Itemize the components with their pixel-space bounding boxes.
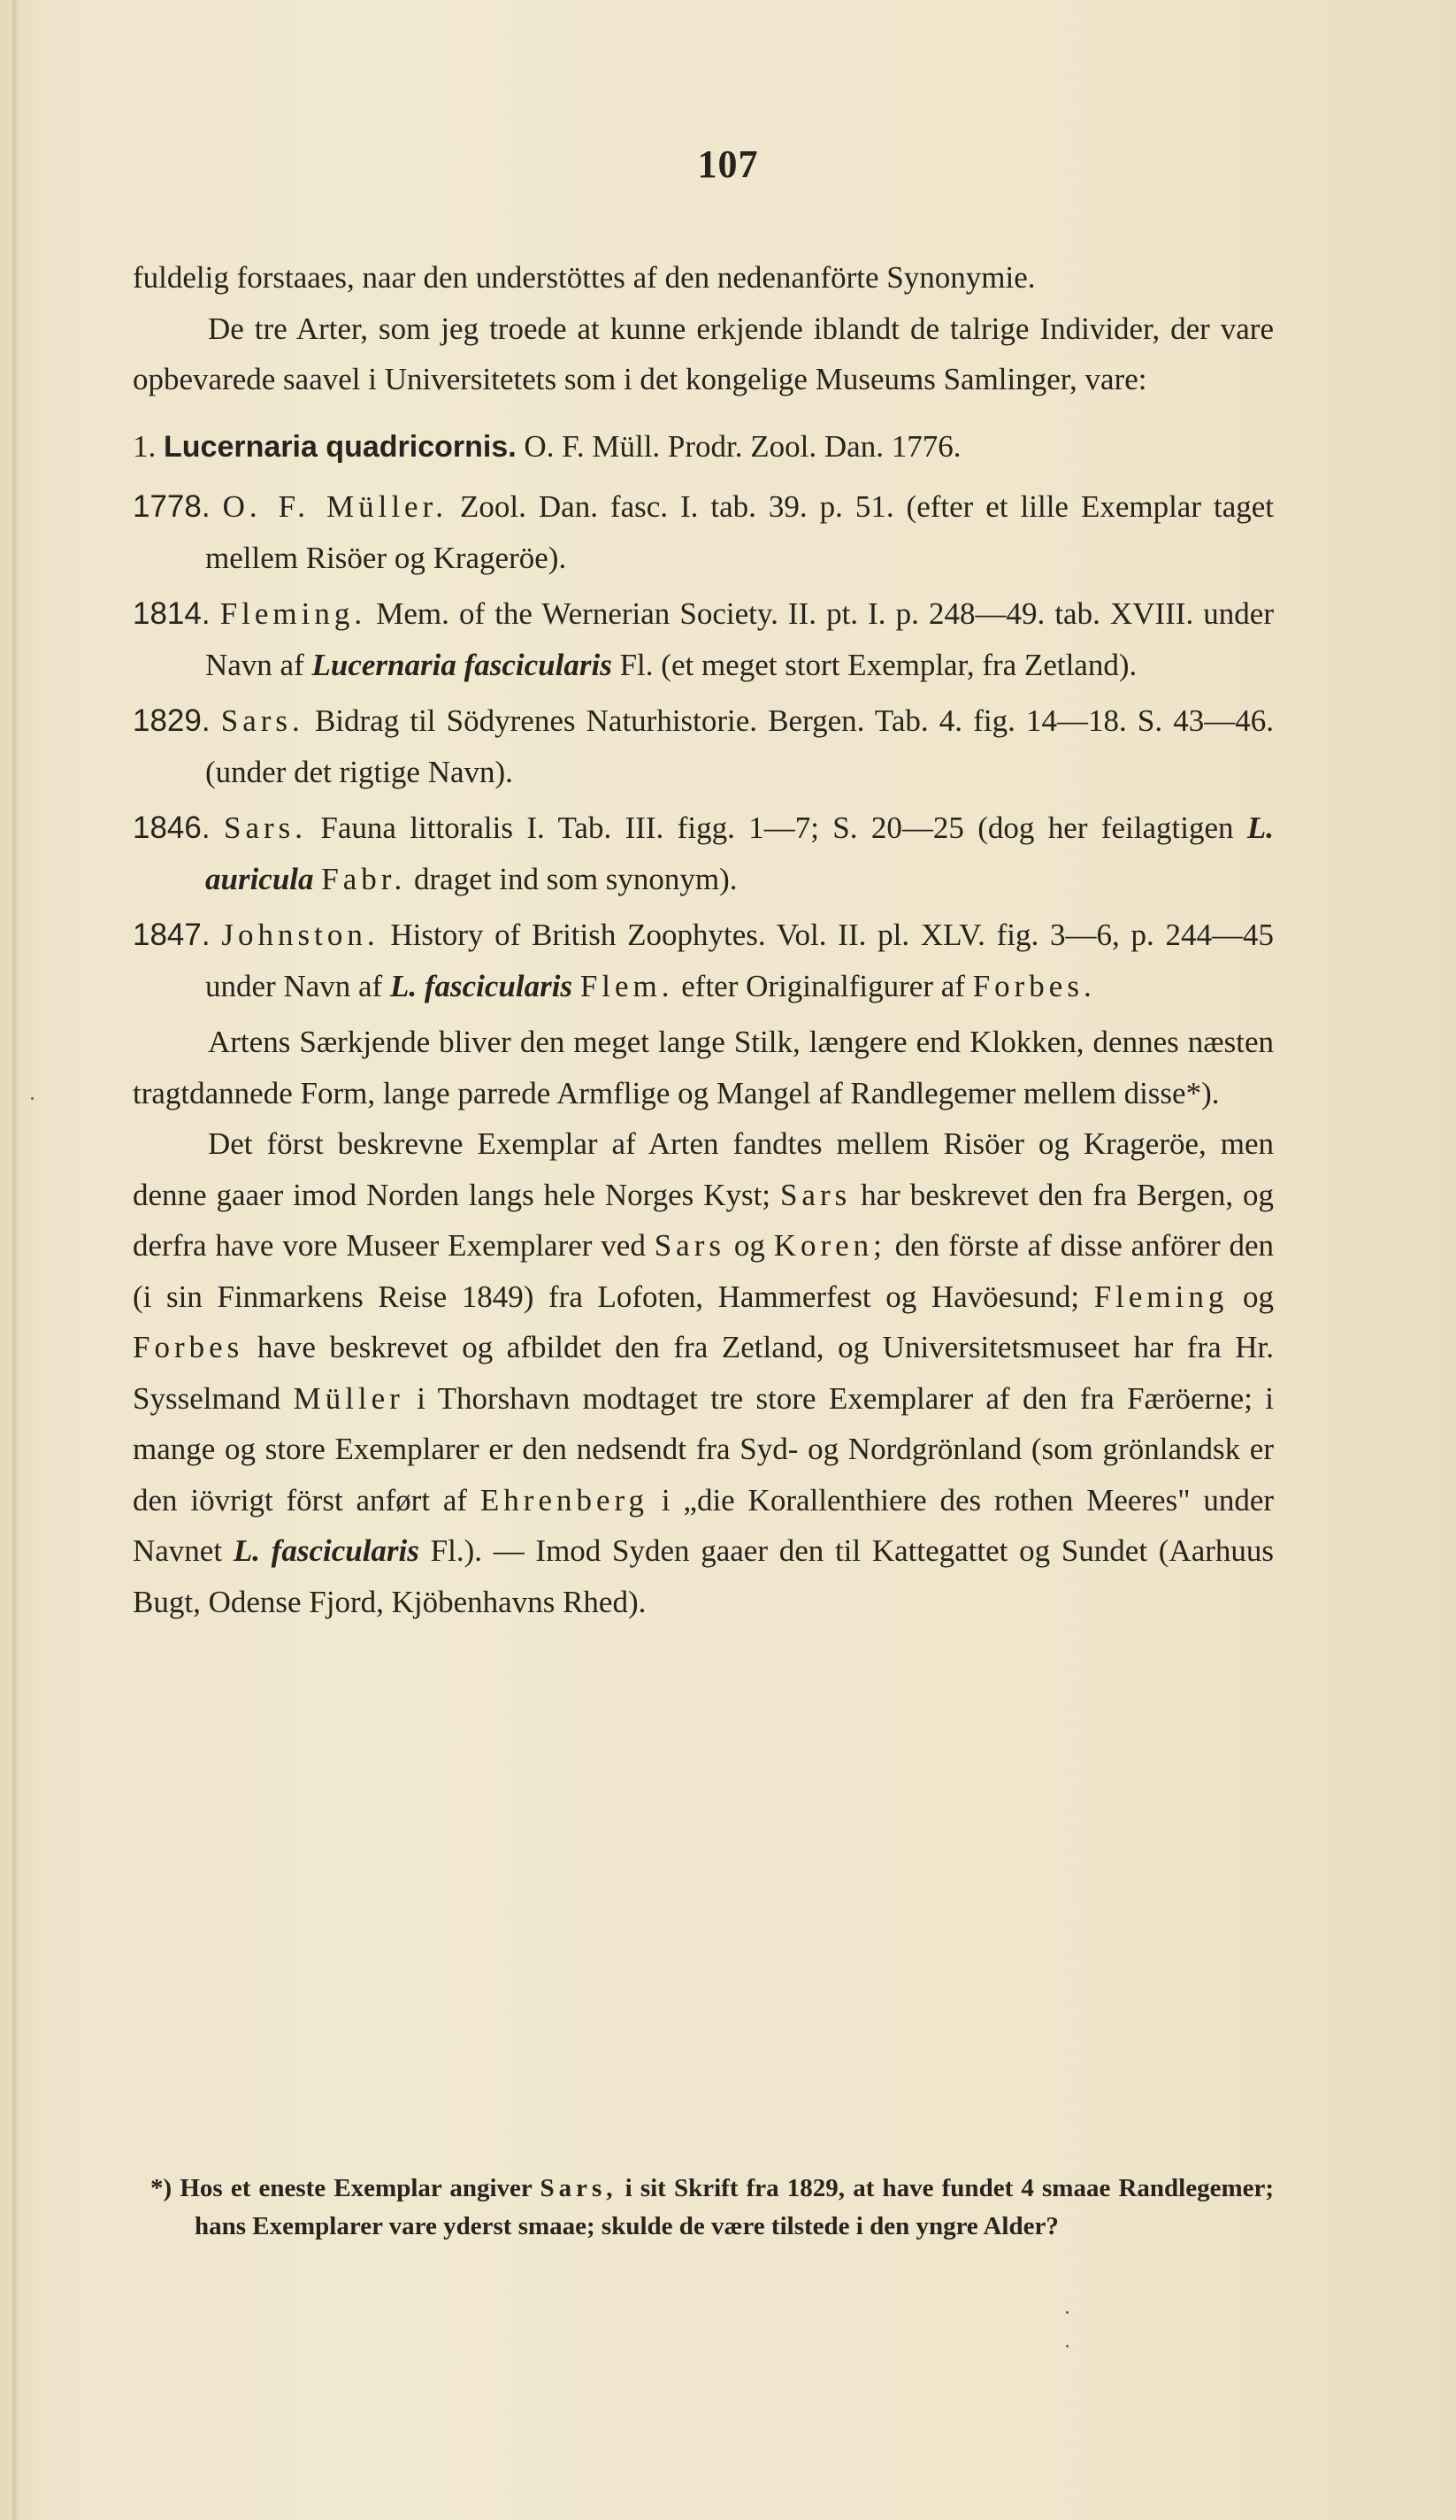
synonymy-entry [133,588,1274,690]
continuation-paragraph: fuldelig forstaaes, naar den understöttes af den nedenanförte Synonymie. [133,260,1036,295]
ref-text: Zool. Dan. fasc. I. tab. 39. p. 51. (efter et lille Exemplar taget mellem Risöer og Krageröe). [205,489,1274,575]
synonymy-entry [133,910,1274,1011]
dist-text: og [733,1228,765,1263]
ref-author: O. F. Müller. [222,489,448,524]
dist-text: i Thorshavn modtaget tre store Exemplarer af den fra Færöerne; i mange og store Exemplarer er den nedsendt fra Syd- og Nordgrönland (som grönlandsk er den iövrigt först anført af [133,1380,1274,1517]
ref-year: 1814. [133,596,211,631]
footnote-author: Sars, [540,2174,617,2202]
page-spine-shadow [12,0,19,2520]
footnote-text-after: i sit Skrift fra 1829, at have fundet 4 smaae Randlegemer; hans Exemplarer vare yderst smaae; skulde de være tilstede i den yngre Alder? [195,2174,1275,2240]
distribution-paragraph [133,1118,1274,1627]
species-number: 1. [133,428,157,464]
synonymy-entry [133,695,1274,797]
dist-text: have beskrevet og afbildet den fra Zetland, og Universitetsmuseet har fra Hr. Sysselmand [133,1330,1274,1416]
species-name: Lucernaria quadricornis. [164,429,517,464]
page-number: 107 [697,142,759,186]
paper-speck [1066,2345,1069,2347]
dist-text: har beskrevet den fra Bergen, og derfra have vore Museer Exemplarer ved [133,1177,1274,1263]
author-name: Ehrenberg [479,1482,649,1517]
species-authority: O. F. Müll. Prodr. Zool. Dan. 1776. [524,428,962,464]
ref-author-tertiary: Forbes. [972,968,1096,1003]
ref-author-secondary: Fabr. [321,861,407,896]
paper-speck [1066,2311,1069,2314]
ref-text: Mem. of the Wernerian Society. II. pt. I. p. 248—49. tab. XVIII. under Navn af [205,596,1274,682]
dist-text: Det först beskrevne Exemplar af Arten fandtes mellem Risöer og Krageröe, men denne gaaer imod Norden langs hele Norges Kyst; [133,1126,1274,1212]
author-name: Müller [293,1380,404,1416]
ref-author: Fleming. [219,596,367,631]
ref-text-after: Fl. (et meget stort Exemplar, fra Zetland). [619,647,1138,682]
synonymy-entry [133,481,1274,583]
species-intro-paragraph: De tre Arter, som jeg troede at kunne erkjende iblandt de talrige Individer, der vare opbevarede saavel i Universitetets som i det kongelige Museums Samlinger, vare: [133,311,1274,396]
ref-taxon-name: Lucernaria fascicularis [311,647,612,682]
ref-text: Bidrag til Södyrenes Naturhistorie. Bergen. Tab. 4. fig. 14—18. S. 43—46. (under det rigtige Navn). [205,703,1274,789]
ref-author: Sars. [220,703,304,738]
ref-year: 1829. [133,703,211,738]
ref-text: Fauna littoralis I. Tab. III. figg. 1—7; S. 20—25 (dog her feilagtigen [320,811,1234,845]
ref-year: 1846. [133,811,211,845]
characters-paragraph: Artens Særkjende bliver den meget lange Stilk, længere end Klokken, dennes næsten tragtdannede Form, lange parrede Armflige og Mangel af Randlegemer mellem disse*). [133,1025,1274,1110]
species-heading [133,421,1274,473]
ref-taxon-name: L. fascicularis [389,968,573,1003]
paper-speck [31,1097,34,1100]
ref-taxon-name: L. auricula [205,811,1275,896]
ref-text-mid: efter Originalfigurer af [681,968,965,1003]
footnote-text [150,2170,1274,2246]
author-name: Forbes [133,1330,244,1364]
taxon-name: L. fascicularis [233,1533,419,1568]
synonymy-entry [133,803,1274,904]
ref-text: History of British Zoophytes. Vol. II. pl. XLV. fig. 3—6, p. 244—45 under Navn af [205,918,1275,1003]
dist-text: den förste af disse anförer den (i sin Finmarkens Reise 1849) fra Lofoten, Hammerfest og Havöesund; [133,1228,1275,1314]
ref-author: Johnston. [221,918,379,952]
synonymy-list [133,481,1274,1011]
ref-author-secondary: Flem. [579,968,674,1003]
dist-text: i „die Korallenthiere des rothen Meeres" under Navnet [133,1482,1275,1568]
dist-text: Fl.). — Imod Syden gaaer den til Kattegattet og Sundet (Aarhuus Bugt, Odense Fjord, Kjöbenhavns Rhed). [133,1533,1275,1619]
ref-year: 1778. [133,489,211,524]
author-name: Sars [654,1228,725,1263]
footnote-text-before: Hos et eneste Exemplar angiver [180,2174,533,2202]
body-text [133,252,1274,1627]
ref-author: Sars. [223,811,308,845]
ref-year: 1847. [133,918,211,952]
author-name: Fleming [1093,1279,1229,1314]
author-name: Koren; [773,1228,886,1263]
footnote [150,2170,1274,2246]
footnote-marker: *) [150,2174,172,2202]
dist-text: og [1243,1279,1274,1314]
author-name: Sars [779,1177,852,1212]
ref-text-after: draget ind som synonym). [414,861,738,896]
